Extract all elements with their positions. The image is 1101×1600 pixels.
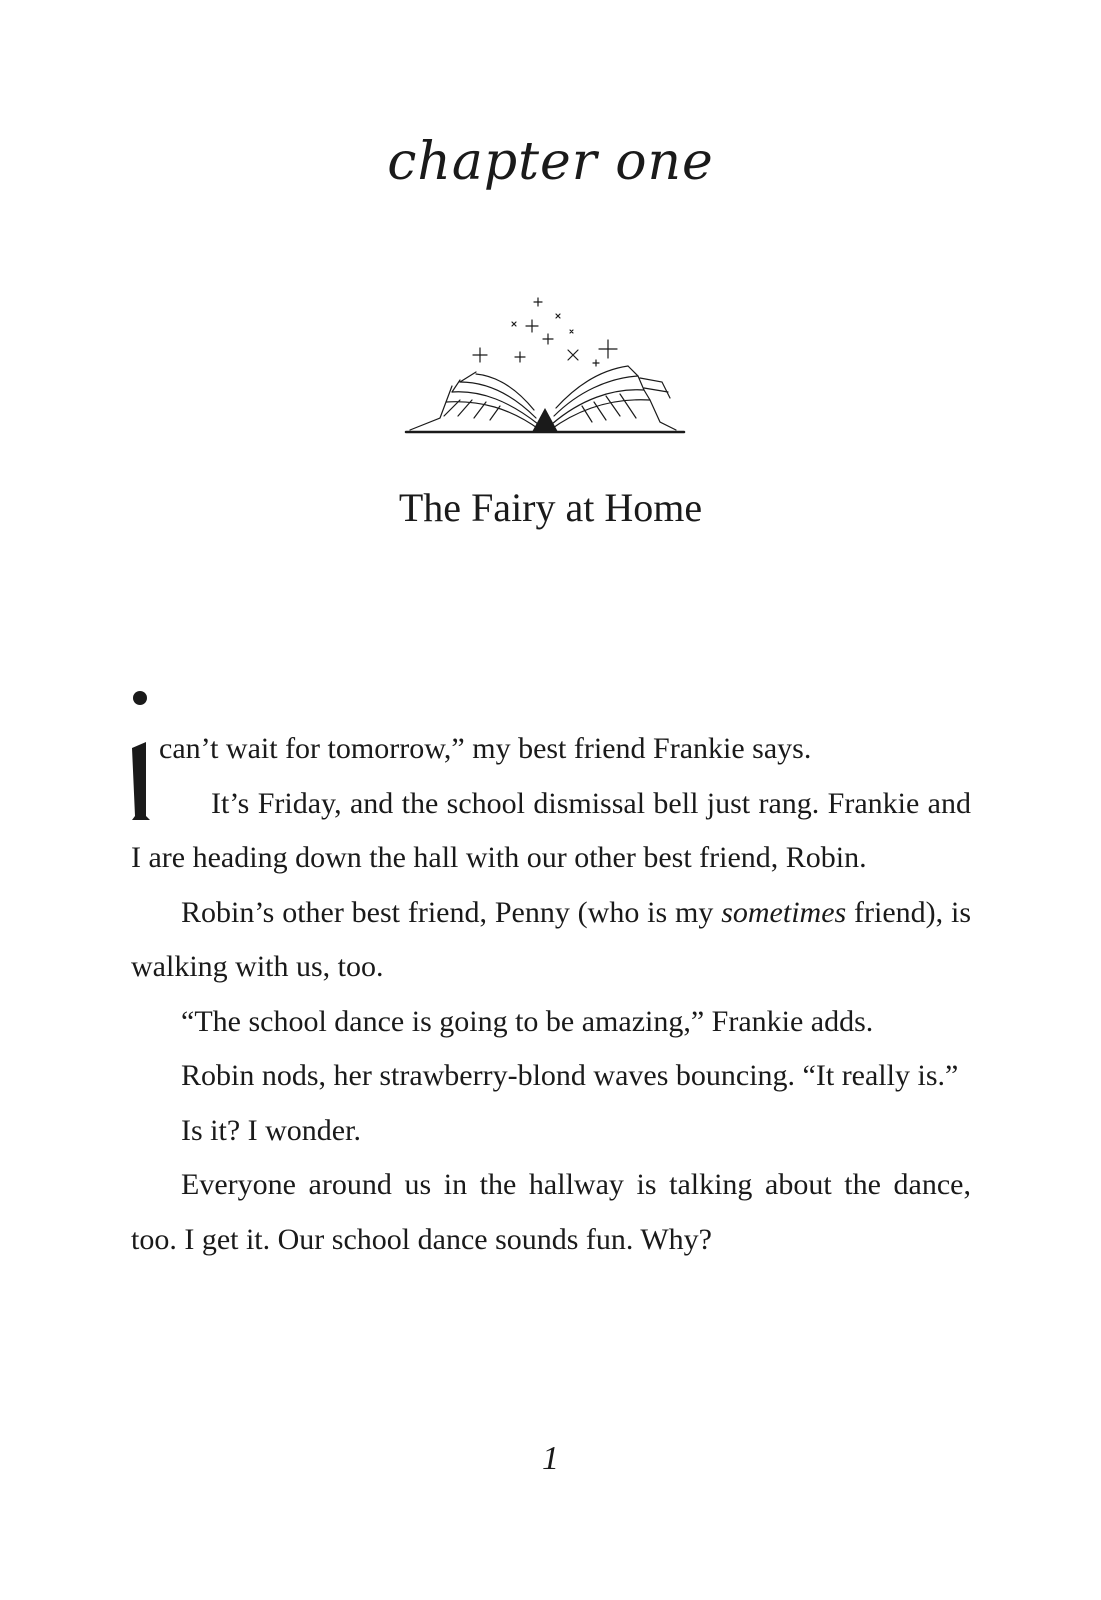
emphasis-text: sometimes [721,895,847,929]
chapter-title: The Fairy at Home [398,485,703,530]
paragraph: Robin nods, her strawberry-blond waves bouncing. “It really is.” [181,1059,959,1092]
paragraph: “The school dance is going to be amazing,” Frankie adds. [181,1004,874,1038]
paragraph: can’t wait for tomorrow,” my best friend Frankie says. [159,732,812,765]
paragraph-text: Robin’s other best friend, Penny (who is my [181,895,722,929]
page-number: 1 [542,1440,559,1477]
paragraph: Everyone around us in the hallway is talking about the dance, too. I get it. Our school dance sounds fun. Why? [131,1168,971,1256]
paragraph-text: friend), is walking with us, too. [131,895,972,983]
paragraph: It’s Friday, and the school dismissal bell just rang. Frankie and I are heading down the hall with our other best friend, Robin. [131,786,971,874]
paragraph [131,886,971,995]
open-book-with-sparkles-icon [400,290,690,450]
chapter-heading: chapter one [387,132,714,192]
body-text [131,722,971,1267]
paragraph: Is it? I wonder. [181,1113,361,1147]
